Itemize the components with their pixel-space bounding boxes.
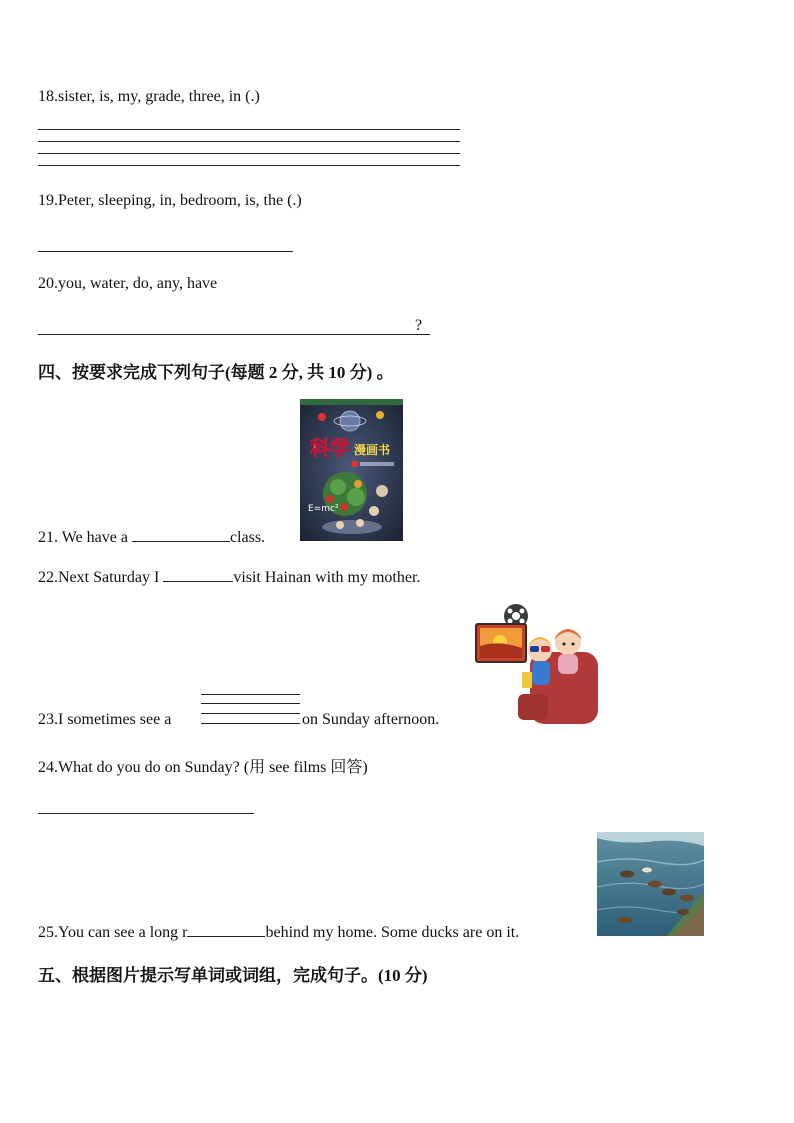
q21-blank[interactable] bbox=[132, 527, 230, 542]
q20-question-mark: ? bbox=[415, 317, 423, 334]
q22-text-before: 22.Next Saturday I bbox=[38, 569, 164, 586]
book-title-text: 科学 bbox=[310, 436, 350, 460]
q25-text-before: 25.You can see a long r bbox=[38, 924, 188, 941]
q21-sentence bbox=[38, 527, 265, 547]
q22-blank[interactable] bbox=[163, 567, 233, 582]
q22-text-after: visit Hainan with my mother. bbox=[233, 569, 421, 586]
q20-answer-line[interactable] bbox=[38, 334, 430, 335]
q21-text-after: class. bbox=[229, 529, 266, 546]
q18-answer-line-3[interactable] bbox=[38, 153, 460, 154]
q23-text-before: 23.I sometimes see a bbox=[38, 711, 172, 728]
q19-prompt: 19.Peter, sleeping, in, bedroom, is, the (.) bbox=[38, 192, 302, 209]
q23-blank-line-3[interactable] bbox=[201, 713, 300, 714]
q23-blank-line-1[interactable] bbox=[201, 694, 300, 695]
section-5-title: 五、根据图片提示写单词或词组，完成句子。(10 分) bbox=[38, 966, 428, 985]
q23-text-after: on Sunday afternoon. bbox=[302, 711, 440, 728]
river-ducks-image bbox=[597, 832, 704, 936]
section-4-title: 四、按要求完成下列句子(每题 2 分, 共 10 分) 。 bbox=[38, 363, 394, 382]
q19-answer-line[interactable] bbox=[38, 251, 293, 252]
q25-text-after: behind my home. Some ducks are on it. bbox=[265, 924, 520, 941]
book-formula-text: E=mc² bbox=[308, 504, 339, 514]
q22-sentence bbox=[38, 567, 420, 587]
q24-prompt: 24.What do you do on Sunday? (用 see films 回答) bbox=[38, 759, 368, 776]
q18-prompt: 18.sister, is, my, grade, three, in (.) bbox=[38, 88, 260, 105]
cinema-kids-image bbox=[474, 602, 600, 726]
q21-text-before: 21. We have a bbox=[38, 529, 132, 546]
science-comic-book-image bbox=[300, 399, 403, 541]
book-subtitle-text: 漫画书 bbox=[354, 443, 391, 457]
q23-blank-line-4[interactable] bbox=[201, 723, 300, 724]
q25-blank[interactable] bbox=[187, 922, 265, 937]
q25-sentence bbox=[38, 922, 519, 942]
q18-answer-line-1[interactable] bbox=[38, 129, 460, 130]
q23-blank-line-2[interactable] bbox=[201, 703, 300, 704]
q18-answer-line-4[interactable] bbox=[38, 165, 460, 166]
q18-answer-line-2[interactable] bbox=[38, 141, 460, 142]
q20-prompt: 20.you, water, do, any, have bbox=[38, 275, 218, 292]
q24-answer-line[interactable] bbox=[38, 813, 254, 814]
